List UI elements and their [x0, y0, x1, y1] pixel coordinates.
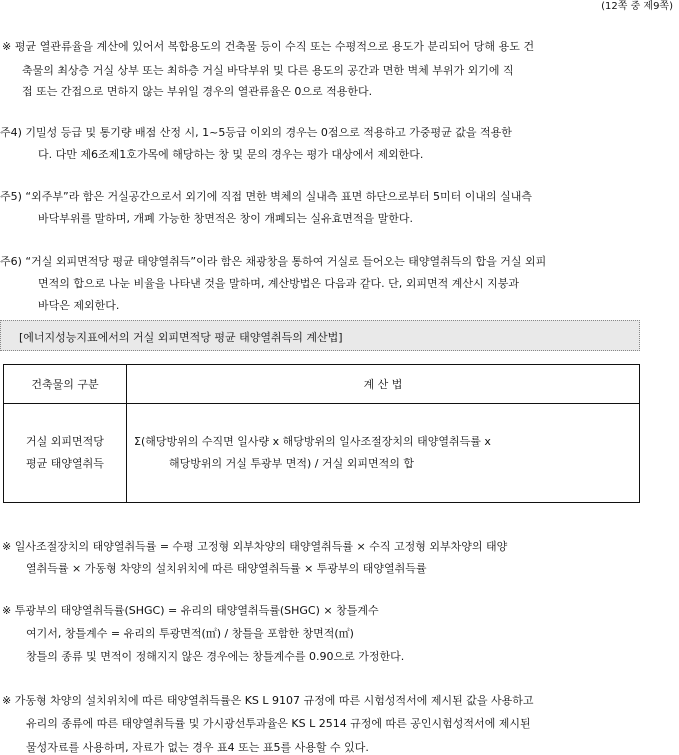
row-label — [4, 404, 127, 503]
note-line: 열취득률 × 가동형 차양의 설치위치에 따른 태양열취득률 × 투광부의 태양열취득률 — [26, 562, 427, 575]
note-line: ※ 가동형 차양의 설치위치에 따른 태양열취득률은 KS L 9107 규정에 따른 시험성적서에 제시된 값을 사용하고 — [2, 694, 534, 707]
note-line: 주4) 기밀성 등급 및 통기량 배점 산정 시, 1~5등급 이외의 경우는 0점으로 적용하고 가중평균 값을 적용한 — [0, 126, 512, 139]
note-line: 접 또는 간접으로 면하지 않는 부위일 경우의 열관류율은 0으로 적용한다. — [22, 85, 373, 98]
calc-method-box — [0, 320, 640, 351]
formula-cell — [127, 404, 640, 503]
calc-method-title: [에너지성능지표에서의 거실 외피면적당 평균 태양열취득의 계산법] — [19, 331, 343, 344]
note-line: 면적의 합으로 나눈 비율을 나타낸 것을 말하며, 계산방법은 다음과 같다. 단, 외피면적 계산시 지붕과 — [38, 277, 519, 290]
note-line: 바닥은 제외한다. — [38, 299, 120, 312]
header-calc-method: 계 산 법 — [127, 365, 640, 404]
note-line: 주5) “외주부”라 함은 거실공간으로서 외기에 직접 면한 벽체의 실내측 표면 하단으로부터 5미터 이내의 실내측 — [0, 190, 533, 203]
row-label-line: 평균 태양열취득 — [26, 457, 104, 470]
note-line: 유리의 종류에 따른 태양열취득률 및 가시광선투과율은 KS L 2514 규정에 따른 공인시험성적서에 제시된 — [26, 717, 531, 730]
calc-table — [3, 364, 640, 503]
table-header-row — [4, 365, 640, 404]
note-line: ※ 평균 열관류율을 계산에 있어서 복합용도의 건축물 등이 수직 또는 수평적으로 용도가 분리되어 당해 용도 건 — [2, 40, 535, 53]
note-line: ※ 투광부의 태양열취득률(SHGC) = 유리의 태양열취득률(SHGC) × 창틀계수 — [2, 604, 379, 617]
note-line: 다. 다만 제6조제1호가목에 해당하는 창 및 문의 경우는 평가 대상에서 제외한다. — [38, 148, 424, 161]
row-label-line: 거실 외피면적당 — [26, 435, 104, 448]
note-line: 바닥부위를 말하며, 개폐 가능한 창면적은 창이 개폐되는 실유효면적을 말한다. — [38, 212, 413, 225]
formula-line: 해당방위의 거실 투광부 면적) / 거실 외피면적의 합 — [169, 457, 414, 470]
table-row — [4, 404, 640, 503]
note-line: 창틀의 종류 및 면적이 정해지지 않은 경우에는 창틀계수를 0.90으로 가정한다. — [26, 650, 405, 663]
header-building-type: 건축물의 구분 — [4, 365, 127, 404]
page-indicator: (12쪽 중 제9쪽) — [601, 1, 673, 12]
note-line: 물성자료를 사용하며, 자료가 없는 경우 표4 또는 표5를 사용할 수 있다. — [26, 741, 369, 754]
note-line: 축물의 최상층 거실 상부 또는 최하층 거실 바닥부위 및 다른 용도의 공간과 면한 벽체 부위가 외기에 직 — [22, 64, 514, 77]
note-line: 주6) “거실 외피면적당 평균 태양열취득”이라 함은 채광창을 통하여 거실로 들어오는 태양열취득의 합을 거실 외피 — [0, 255, 547, 268]
note-line: ※ 일사조절장치의 태양열취득률 = 수평 고정형 외부차양의 태양열취득률 × 수직 고정형 외부차양의 태양 — [2, 540, 508, 553]
note-line: 여기서, 창틀계수 = 유리의 투광면적(㎡) / 창틀을 포함한 창면적(㎡) — [26, 627, 354, 640]
formula-line: Σ(해당방위의 수직면 일사량 x 해당방위의 일사조절장치의 태양열취득률 x — [134, 435, 491, 448]
